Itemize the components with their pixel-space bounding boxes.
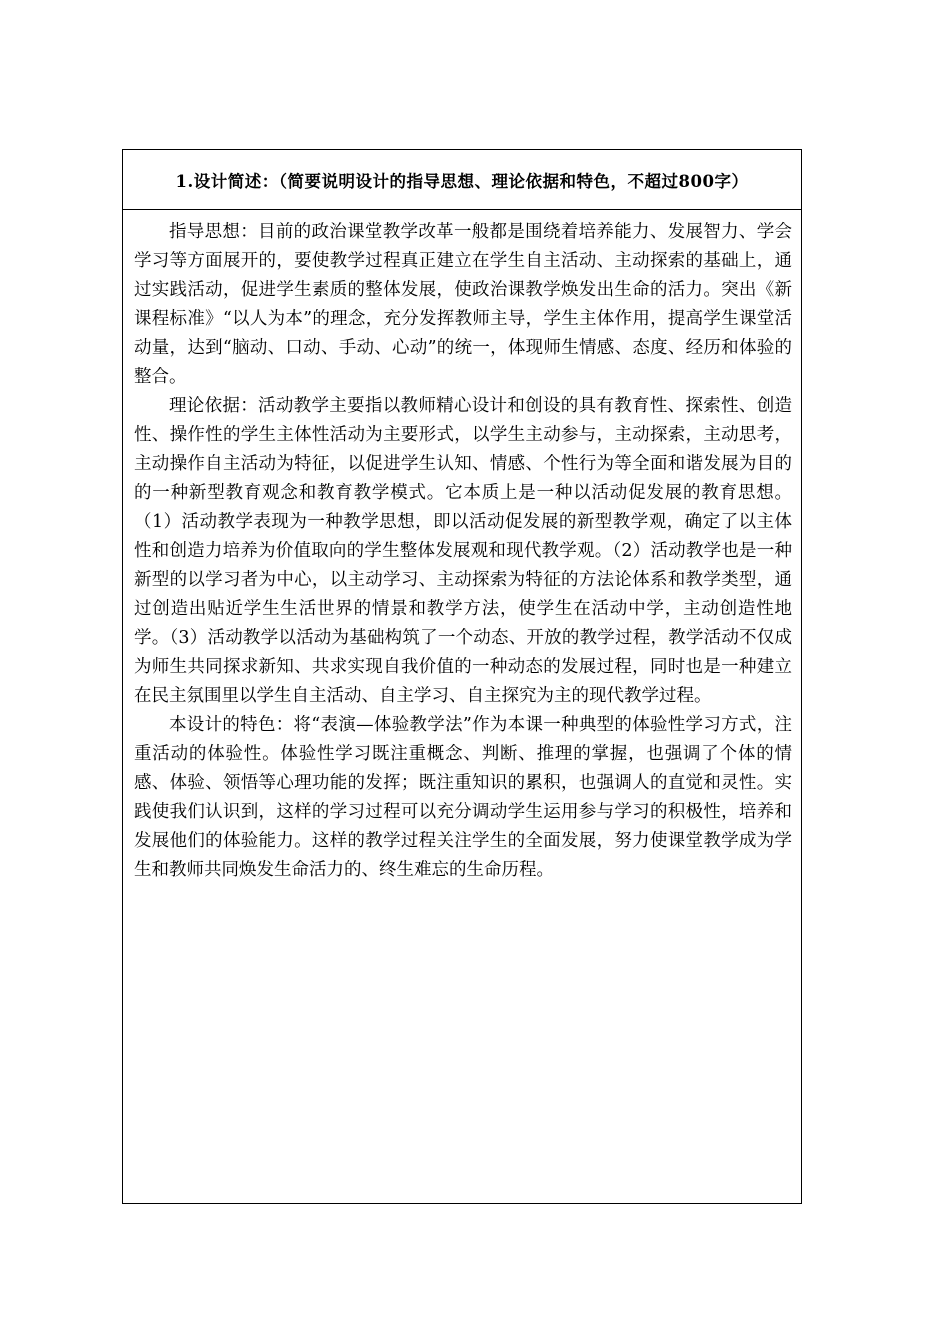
paragraph-guiding-idea: 指导思想：目前的政治课堂教学改革一般都是围绕着培养能力、发展智力、学会学习等方面展开的，要使教学过程真正建立在学生自主活动、主动探索的基础上，通过实践活动，促进学生素质的整体发展，使政治课教学焕发出生命的活力。突出《新课程标准》“以人为本”的理念，充分发挥教师主导，学生主体作用，提高学生课堂活动量，达到“脑动、口动、手动、心动”的统一，体现师生情感、态度、经历和体验的整合。: [134, 222, 792, 387]
paragraph-theoretical-basis: 理论依据：活动教学主要指以教师精心设计和创设的具有教育性、探索性、创造性、操作性的学生主体性活动为主要形式，以学生主动参与，主动探索，主动思考，主动操作自主活动为特征，以促进学生认知、情感、个性行为等全面和谐发展为目的的一种新型教育观念和教育教学模式。它本质上是一种以活动促发展的教育思想。（1）活动教学表现为一种教学思想，即以活动促发展的新型教学观，确定了以主体性和创造力培养为价值取向的学生整体发展观和现代教学观。（2）活动教学也是一种新型的以学习者为中心，以主动学习、主动探索为特征的方法论体系和教学类型，通过创造出贴近学生生活世界的情景和教学方法，使学生在活动中学，主动创造性地学。（3）活动教学以活动为基础构筑了一个动态、开放的教学过程，教学活动不仅成为师生共同探求新知、共求实现自我价值的一种动态的发展过程，同时也是一种建立在民主氛围里以学生自主活动、自主学习、自主探究为主的现代教学过程。: [134, 396, 792, 706]
paragraph-design-features: 本设计的特色：将“表演—体验教学法”作为本课一种典型的体验性学习方式，注重活动的体验性。体验性学习既注重概念、判断、推理的掌握，也强调了个体的情感、体验、领悟等心理功能的发挥；既注重知识的累积，也强调人的直觉和灵性。实践使我们认识到，这样的学习过程可以充分调动学生运用参与学习的积极性，培养和发展他们的体验能力。这样的教学过程关注学生的全面发展，努力使课堂教学成为学生和教师共同焕发生命活力的、终生难忘的生命历程。: [134, 715, 792, 880]
section-body: [123, 210, 801, 885]
design-summary-table: [122, 149, 802, 1204]
section-title: 1.设计简述：（简要说明设计的指导思想、理论依据和特色，不超过800字）: [123, 150, 801, 210]
